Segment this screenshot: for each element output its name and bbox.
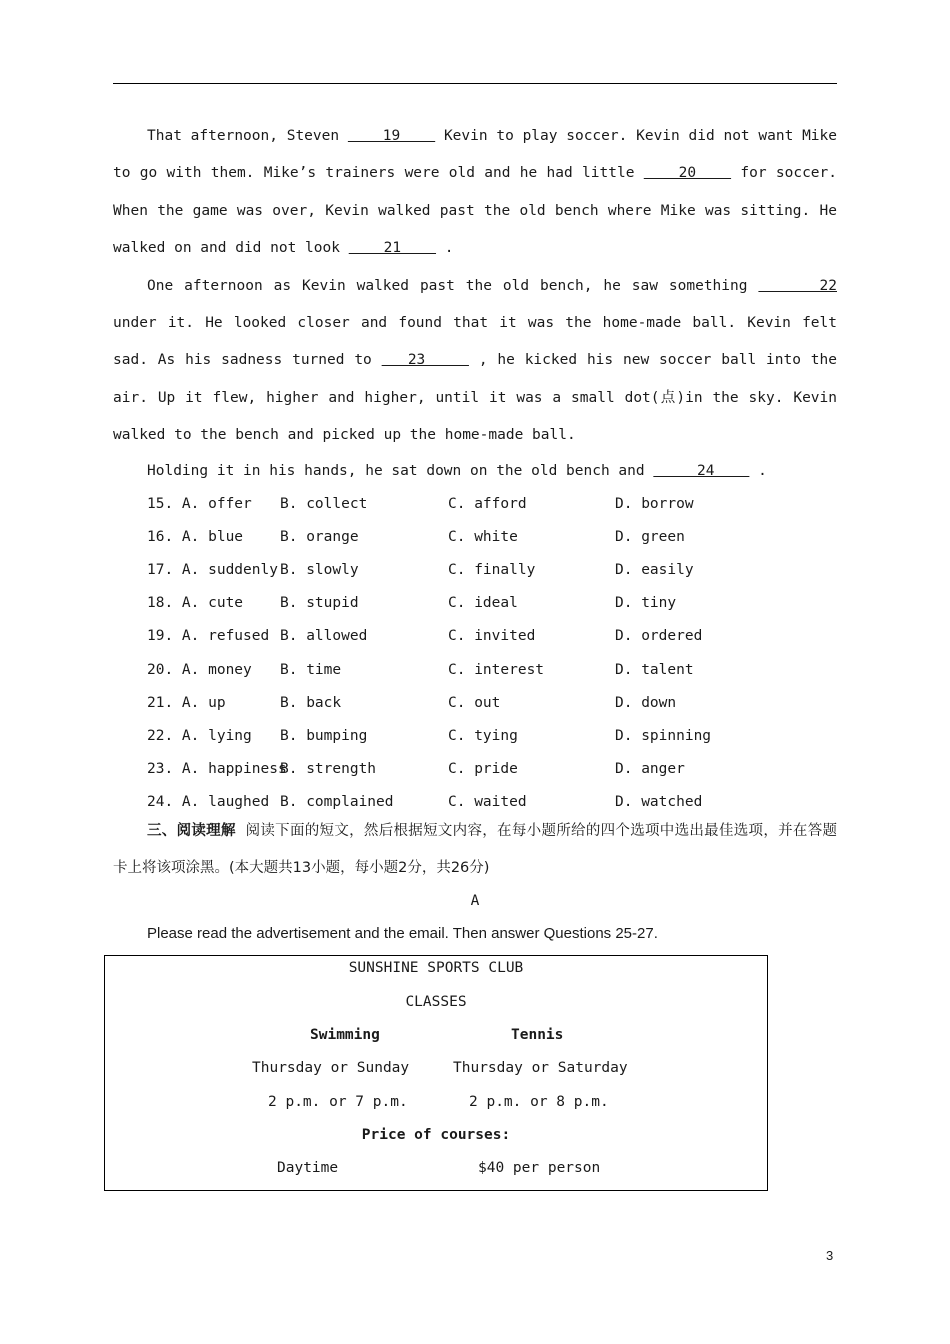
text: Holding it in his hands, he sat down on the old bench and	[147, 462, 645, 479]
option-row	[113, 488, 837, 521]
option-b: B. stupid	[280, 595, 359, 612]
option-c: C. invited	[448, 628, 536, 645]
blank-23: 23	[381, 352, 469, 369]
option-c: C. white	[448, 528, 518, 545]
header-rule	[113, 83, 837, 84]
paragraph-1	[113, 118, 837, 268]
options-list	[113, 488, 837, 820]
option-a: 23. A. happiness	[147, 761, 287, 778]
option-d: D. watched	[615, 794, 703, 811]
blank-22: 22	[758, 277, 837, 294]
paragraph-3	[113, 455, 837, 488]
text: under it. He looked closer and found that it was the home-made ball. Kevin felt sad. As his sadness turned to	[113, 315, 837, 369]
section-reading-instructions	[113, 813, 837, 887]
ad-subtitle: CLASSES	[405, 994, 467, 1010]
option-c: C. out	[448, 694, 501, 711]
option-c: C. pride	[448, 761, 518, 778]
option-c: C. waited	[448, 794, 527, 811]
option-b: B. allowed	[280, 628, 368, 645]
option-a: 18. A. cute	[147, 595, 244, 612]
swimming-days: Thursday or Sunday	[252, 1060, 410, 1076]
page-number: 3	[826, 1248, 834, 1263]
text: One afternoon as Kevin walked past the old bench, he saw something	[147, 277, 748, 294]
option-c: C. interest	[448, 661, 545, 678]
text: , he kicked his new soccer ball into the air. Up it flew, higher and higher, until it was a small dot(点)in the sky. Kevin walked to the bench and picked up the home-made ball.	[113, 352, 837, 444]
option-a: 19. A. refused	[147, 628, 270, 645]
option-d: D. borrow	[615, 495, 694, 512]
option-b: B. complained	[280, 794, 394, 811]
blank-21: 21	[348, 240, 437, 257]
text: .	[444, 240, 454, 257]
option-row	[113, 654, 837, 687]
option-a: 21. A. up	[147, 694, 226, 711]
option-row	[113, 720, 837, 753]
option-b: B. collect	[280, 495, 368, 512]
swimming-heading: Swimming	[310, 1027, 380, 1043]
option-c: C. afford	[448, 495, 527, 512]
option-c: C. finally	[448, 562, 536, 579]
option-b: B. strength	[280, 761, 377, 778]
option-d: D. down	[615, 694, 677, 711]
option-row	[113, 521, 837, 554]
option-a: 20. A. money	[147, 661, 252, 678]
section-text: 阅读下面的短文，然后根据短文内容，在每小题所给的四个选项中选出最佳选项，并在答题卡上将该项涂黑。(本大题共13小题，每小题2分，共26分)	[113, 823, 838, 876]
text: Kevin to play soccer. Kevin did not want Mike to go with them. Mike’s trainers were old and he had little	[113, 128, 837, 182]
ad-title: SUNSHINE SPORTS CLUB	[348, 960, 524, 976]
option-a: 17. A. suddenly	[147, 562, 278, 579]
option-a: 24. A. laughed	[147, 794, 270, 811]
tennis-times: 2 p.m. or 8 p.m.	[469, 1094, 609, 1110]
option-b: B. bumping	[280, 727, 368, 744]
option-d: D. green	[615, 528, 685, 545]
tennis-heading: Tennis	[511, 1027, 564, 1043]
option-d: D. talent	[615, 661, 694, 678]
text: That afternoon, Steven	[147, 128, 340, 144]
advertisement-box	[104, 955, 768, 1191]
option-d: D. easily	[615, 562, 694, 579]
option-a: 16. A. blue	[147, 528, 244, 545]
paragraph-2	[113, 268, 837, 455]
swimming-times: 2 p.m. or 7 p.m.	[268, 1094, 408, 1110]
option-a: 22. A. lying	[147, 727, 252, 744]
text: for soccer. When the game was over, Kevin walked past the old bench where Mike was sitting. He walked on and did not look	[113, 165, 837, 257]
option-d: D. tiny	[615, 595, 677, 612]
option-row	[113, 753, 837, 786]
blank-20: 20	[643, 165, 732, 182]
option-row	[113, 554, 837, 587]
option-d: D. spinning	[615, 727, 712, 744]
option-b: B. orange	[280, 528, 359, 545]
option-a: 15. A. offer	[147, 495, 252, 512]
option-b: B. back	[280, 694, 342, 711]
option-d: D. ordered	[615, 628, 703, 645]
option-row	[113, 620, 837, 653]
tennis-days: Thursday or Saturday	[453, 1060, 628, 1076]
option-row	[113, 687, 837, 720]
part-label: A	[470, 893, 480, 909]
option-d: D. anger	[615, 761, 685, 778]
blank-24: 24	[653, 462, 750, 479]
text: .	[758, 462, 767, 479]
option-b: B. time	[280, 661, 342, 678]
blank-19: 19	[347, 128, 436, 144]
price-heading: Price of courses:	[361, 1127, 511, 1143]
option-c: C. tying	[448, 727, 518, 744]
option-b: B. slowly	[280, 562, 359, 579]
price-value: $40 per person	[478, 1160, 601, 1176]
option-c: C. ideal	[448, 595, 518, 612]
instruction-text: Please read the advertisement and the email. Then answer Questions 25-27.	[147, 925, 658, 942]
price-label: Daytime	[277, 1160, 339, 1176]
cloze-passage	[113, 118, 837, 820]
option-row	[113, 587, 837, 620]
section-heading: 三、阅读理解	[147, 823, 236, 839]
